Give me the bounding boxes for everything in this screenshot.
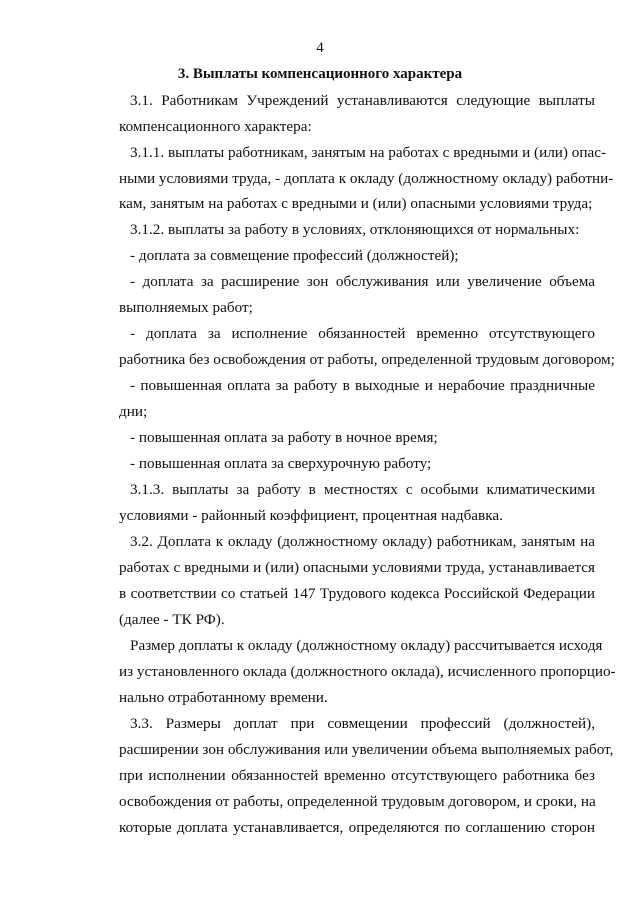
text-line: выполняемых работ; — [119, 299, 253, 316]
text-line: - доплата за исполнение обязанностей временно отсутствующего — [130, 325, 595, 342]
text-line: (далее - ТК РФ). — [119, 611, 225, 628]
text-line: - доплата за расширение зон обслуживания или увеличение объема — [130, 273, 595, 290]
text-line: которые доплата устанавливается, определяются по соглашению сторон — [119, 819, 595, 836]
text-line: 3.1.1. выплаты работникам, занятым на работах с вредными и (или) опас- — [130, 144, 607, 161]
text-line: 3.3. Размеры доплат при совмещении профессий (должностей), — [130, 715, 595, 732]
text-line: дни; — [119, 403, 148, 420]
text-line: - повышенная оплата за сверхурочную работу; — [130, 455, 432, 472]
text-line: кам, занятым на работах с вредными и (или) опасными условиями труда; — [119, 195, 593, 212]
text-line: из установленного оклада (должностного оклада), исчисленного пропорцио- — [119, 663, 616, 680]
text-line: расширении зон обслуживания или увеличении объема выполняемых работ, — [119, 741, 614, 758]
text-line: - повышенная оплата за работу в ночное время; — [130, 429, 438, 446]
text-line: 3.1.3. выплаты за работу в местностях с особыми климатическими — [130, 481, 595, 498]
text-line: - доплата за совмещение профессий (должностей); — [130, 247, 459, 264]
text-line: освобождения от работы, определенной трудовым договором, и сроки, на — [119, 793, 596, 810]
text-line: ными условиями труда, - доплата к окладу (должностному окладу) работни- — [119, 170, 614, 187]
text-line: 3.1. Работникам Учреждений устанавливаются следующие выплаты — [130, 92, 595, 109]
text-line: Размер доплаты к окладу (должностному окладу) рассчитывается исходя — [130, 637, 603, 654]
text-line: - повышенная оплата за работу в выходные и нерабочие праздничные — [130, 377, 595, 394]
text-line: работах с вредными и (или) опасными условиями труда, устанавливается — [119, 559, 595, 576]
text-line: нально отработанному времени. — [119, 689, 328, 706]
text-line: условиями - районный коэффициент, процентная надбавка. — [119, 507, 503, 524]
section-title: 3. Выплаты компенсационного характера — [177, 66, 463, 82]
text-line: в соответствии со статьей 147 Трудового кодекса Российской Федерации — [119, 585, 595, 602]
page-number: 4 — [316, 40, 324, 56]
text-line: 3.2. Доплата к окладу (должностному окладу) работникам, занятым на — [130, 533, 595, 550]
text-line: при исполнении обязанностей временно отсутствующего работника без — [119, 767, 595, 784]
text-line: 3.1.2. выплаты за работу в условиях, отклоняющихся от нормальных: — [130, 221, 580, 238]
text-line: компенсационного характера: — [119, 118, 312, 135]
text-line: работника без освобождения от работы, определенной трудовым договором; — [119, 351, 615, 368]
